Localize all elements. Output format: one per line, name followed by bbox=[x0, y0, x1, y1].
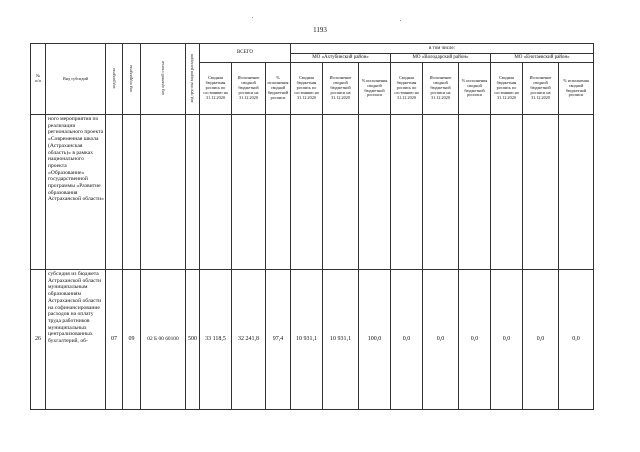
cell-value: 10 931,1 bbox=[291, 270, 323, 410]
cell-value: 0,0 bbox=[423, 270, 459, 410]
cell-value bbox=[323, 115, 359, 270]
cell-value bbox=[491, 115, 523, 270]
col-header-vsego: ВСЕГО bbox=[200, 44, 291, 63]
cell-value: 0,0 bbox=[559, 270, 594, 410]
cell-value: 97,4 bbox=[266, 270, 291, 410]
col-header-exec: Исполнение сводной бюджетной росписи на 31.12.2020 bbox=[423, 63, 459, 115]
row-number: 26 bbox=[31, 270, 46, 410]
col-header-plan: Сводная бюджетная роспись по состоянию на 31.12.2020 bbox=[291, 63, 323, 115]
col-header-exec: Исполнение сводной бюджетной росписи на 31.12.2020 bbox=[323, 63, 359, 115]
cell-value bbox=[559, 115, 594, 270]
cell-value bbox=[359, 115, 391, 270]
row-target bbox=[141, 115, 186, 270]
cell-value: 0,0 bbox=[523, 270, 559, 410]
cell-value: 33 118,5 bbox=[200, 270, 232, 410]
table-row bbox=[31, 115, 594, 270]
row-razdel bbox=[106, 115, 123, 270]
col-header-mo-volodarsky: МО «Володарский район» bbox=[391, 54, 491, 63]
cell-value bbox=[200, 115, 232, 270]
row-target: 02 Б 00 60100 bbox=[141, 270, 186, 410]
scan-speck bbox=[400, 20, 401, 21]
row-podrazdel: 09 bbox=[123, 270, 141, 410]
row-podrazdel bbox=[123, 115, 141, 270]
col-header-v-tom-chisle: в том числе: bbox=[291, 44, 594, 54]
table-row bbox=[31, 270, 594, 410]
col-header-pct: % исполнения сводной бюджетной росписи bbox=[266, 63, 291, 115]
cell-value: 32 241,8 bbox=[232, 270, 266, 410]
col-header-exec: Исполнение сводной бюджетной росписи на 31.12.2020 bbox=[232, 63, 266, 115]
row-description: ного мероприятия по реализации регионального проекта «Современная школа (Астраханская область)» в рамках национального проекта «Образование» государственной программы «Развитие образования Астраханской области» bbox=[46, 115, 106, 270]
col-header-exec: Исполнение сводной бюджетной росписи на 31.12.2020 bbox=[523, 63, 559, 115]
page-number: 1193 bbox=[313, 26, 327, 34]
subsidy-table bbox=[30, 43, 594, 410]
cell-value bbox=[232, 115, 266, 270]
cell-value: 0,0 bbox=[391, 270, 423, 410]
col-header-pct: % исполнения сводной бюджетной росписи bbox=[459, 63, 491, 115]
col-header-plan: Сводная бюджетная роспись по состоянию на 31.12.2020 bbox=[200, 63, 232, 115]
cell-value: 100,0 bbox=[359, 270, 391, 410]
col-header-num: № п/п bbox=[31, 44, 46, 115]
cell-value bbox=[391, 115, 423, 270]
cell-value bbox=[266, 115, 291, 270]
col-header-expense-group: код группы видов расходов bbox=[186, 44, 200, 115]
col-header-razdel: код раздела bbox=[106, 44, 123, 115]
col-header-podrazdel: код подраздела bbox=[123, 44, 141, 115]
cell-value bbox=[523, 115, 559, 270]
row-description: субсидия из бюджета Астраханской области муниципальным образованиям Астраханской области на софинансирование расходов на оплату труда работников муниципальных централизованных бухгалтерий, об- bbox=[46, 270, 106, 410]
row-number bbox=[31, 115, 46, 270]
col-header-mo-enotaevsky: МО «Енотаевский район» bbox=[491, 54, 594, 63]
col-header-target: код целевой статьи bbox=[141, 44, 186, 115]
col-header-plan: Сводная бюджетная роспись по состоянию на 31.12.2020 bbox=[491, 63, 523, 115]
col-header-plan: Сводная бюджетная роспись по состоянию на 31.12.2020 bbox=[391, 63, 423, 115]
cell-value bbox=[291, 115, 323, 270]
col-header-mo-akhtubinsky: МО «Ахтубинский район» bbox=[291, 54, 391, 63]
row-group: 500 bbox=[186, 270, 200, 410]
header-row-1 bbox=[31, 44, 594, 54]
col-header-pct: % исполнения сводной бюджетной росписи bbox=[559, 63, 594, 115]
row-group bbox=[186, 115, 200, 270]
row-razdel: 07 bbox=[106, 270, 123, 410]
cell-value bbox=[459, 115, 491, 270]
scan-speck bbox=[252, 17, 253, 18]
cell-value: 0,0 bbox=[491, 270, 523, 410]
col-header-pct: % исполнения сводной бюджетной росписи bbox=[359, 63, 391, 115]
cell-value: 0,0 bbox=[459, 270, 491, 410]
cell-value: 10 931,1 bbox=[323, 270, 359, 410]
cell-value bbox=[423, 115, 459, 270]
col-header-subsidy: Вид субсидий bbox=[46, 44, 106, 115]
